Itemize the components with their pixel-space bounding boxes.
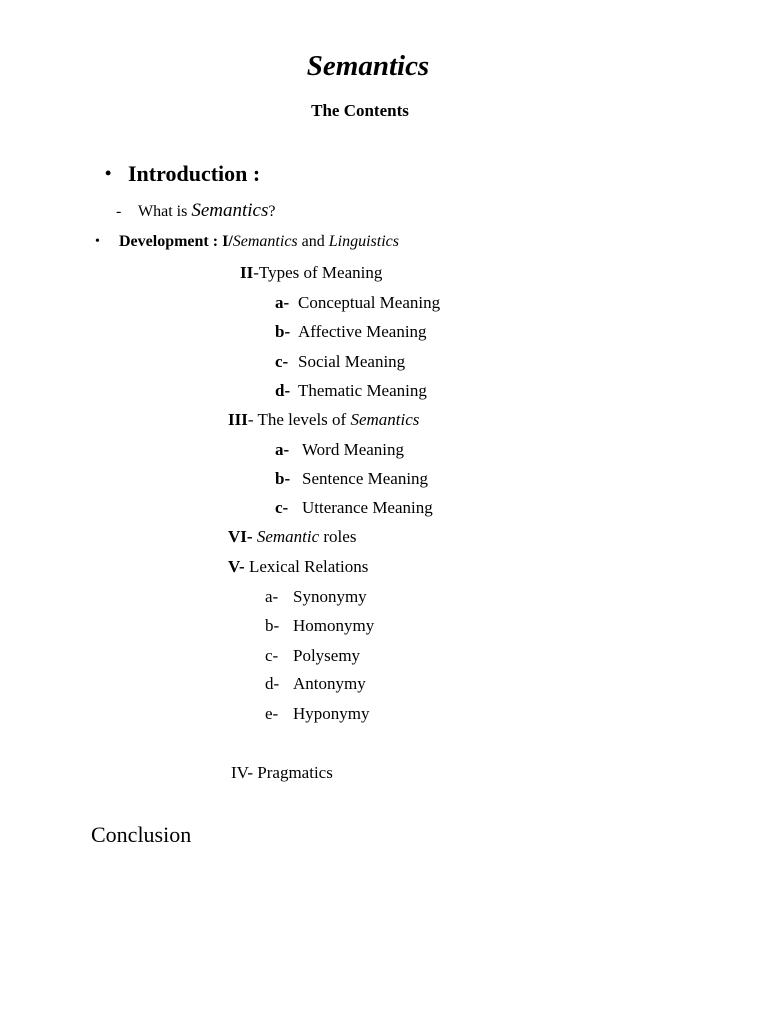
section-3-numeral: III bbox=[228, 410, 248, 429]
item-text: Utterance Meaning bbox=[302, 498, 433, 517]
item-text: Homonymy bbox=[293, 616, 375, 635]
list-item bbox=[275, 469, 428, 489]
page-title: Semantics bbox=[306, 50, 430, 82]
list-item bbox=[275, 322, 427, 342]
section-2-heading bbox=[240, 263, 382, 283]
whatis-suffix: ? bbox=[268, 203, 276, 220]
item-text: Thematic Meaning bbox=[298, 381, 427, 400]
conclusion-heading: Conclusion bbox=[91, 822, 192, 847]
item-text: Word Meaning bbox=[302, 440, 405, 459]
whatis-term: Semantics bbox=[191, 200, 269, 221]
section-3-term: Semantics bbox=[350, 410, 420, 429]
list-item bbox=[265, 587, 367, 607]
dash-icon: - bbox=[116, 203, 122, 220]
item-letter: d- bbox=[275, 381, 291, 400]
item-letter: e- bbox=[265, 704, 279, 723]
section-1-numeral: I/ bbox=[222, 233, 233, 250]
list-item bbox=[275, 498, 433, 518]
item-letter: a- bbox=[275, 293, 290, 312]
list-item bbox=[265, 646, 360, 666]
item-letter: b- bbox=[275, 322, 291, 341]
section-4-heading bbox=[228, 527, 356, 547]
introduction-subitem bbox=[116, 200, 275, 222]
list-item bbox=[275, 293, 440, 313]
item-text: Affective Meaning bbox=[298, 322, 427, 341]
list-item bbox=[275, 352, 405, 372]
whatis-prefix: What is bbox=[138, 203, 192, 220]
section-5-heading bbox=[228, 557, 368, 577]
section-1-term-linguistics: Linguistics bbox=[328, 233, 399, 250]
item-letter: c- bbox=[275, 498, 289, 517]
introduction-label: Introduction : bbox=[128, 161, 261, 186]
section-3-text: - The levels of bbox=[247, 410, 351, 429]
item-letter: c- bbox=[265, 646, 279, 665]
list-item bbox=[275, 440, 404, 460]
bullet-icon: • bbox=[95, 234, 100, 249]
section-4-text: roles bbox=[319, 527, 357, 546]
introduction-item bbox=[105, 161, 260, 187]
item-text: Conceptual Meaning bbox=[298, 293, 441, 312]
list-item bbox=[265, 616, 374, 636]
section-4-term: Semantic bbox=[256, 527, 320, 546]
item-letter: a- bbox=[265, 587, 279, 606]
item-letter: c- bbox=[275, 352, 289, 371]
item-letter: a- bbox=[275, 440, 290, 459]
section-2-text: -Types of Meaning bbox=[253, 263, 383, 282]
item-letter: d- bbox=[265, 674, 280, 693]
bullet-icon: • bbox=[105, 163, 112, 183]
section-6-heading: IV- Pragmatics bbox=[231, 763, 333, 782]
section-1-connector: and bbox=[297, 233, 329, 250]
item-text: Polysemy bbox=[293, 646, 361, 665]
item-letter: b- bbox=[275, 469, 291, 488]
list-item bbox=[275, 381, 427, 401]
section-1-term-semantics: Semantics bbox=[232, 233, 298, 250]
item-text: Sentence Meaning bbox=[302, 469, 429, 488]
item-text: Social Meaning bbox=[298, 352, 406, 371]
item-letter: b- bbox=[265, 616, 280, 635]
item-text: Hyponymy bbox=[293, 704, 370, 723]
section-2-numeral: II bbox=[240, 263, 254, 282]
development-item bbox=[95, 233, 399, 251]
section-5-text: Lexical Relations bbox=[244, 557, 369, 576]
contents-heading: The Contents bbox=[311, 101, 409, 120]
section-3-heading bbox=[228, 410, 419, 430]
item-text: Antonymy bbox=[293, 674, 366, 693]
development-label: Development : bbox=[119, 233, 219, 250]
list-item bbox=[265, 704, 370, 724]
item-text: Synonymy bbox=[293, 587, 367, 606]
list-item bbox=[265, 674, 366, 694]
section-4-numeral: VI- bbox=[228, 527, 253, 546]
section-5-numeral: V- bbox=[228, 557, 245, 576]
